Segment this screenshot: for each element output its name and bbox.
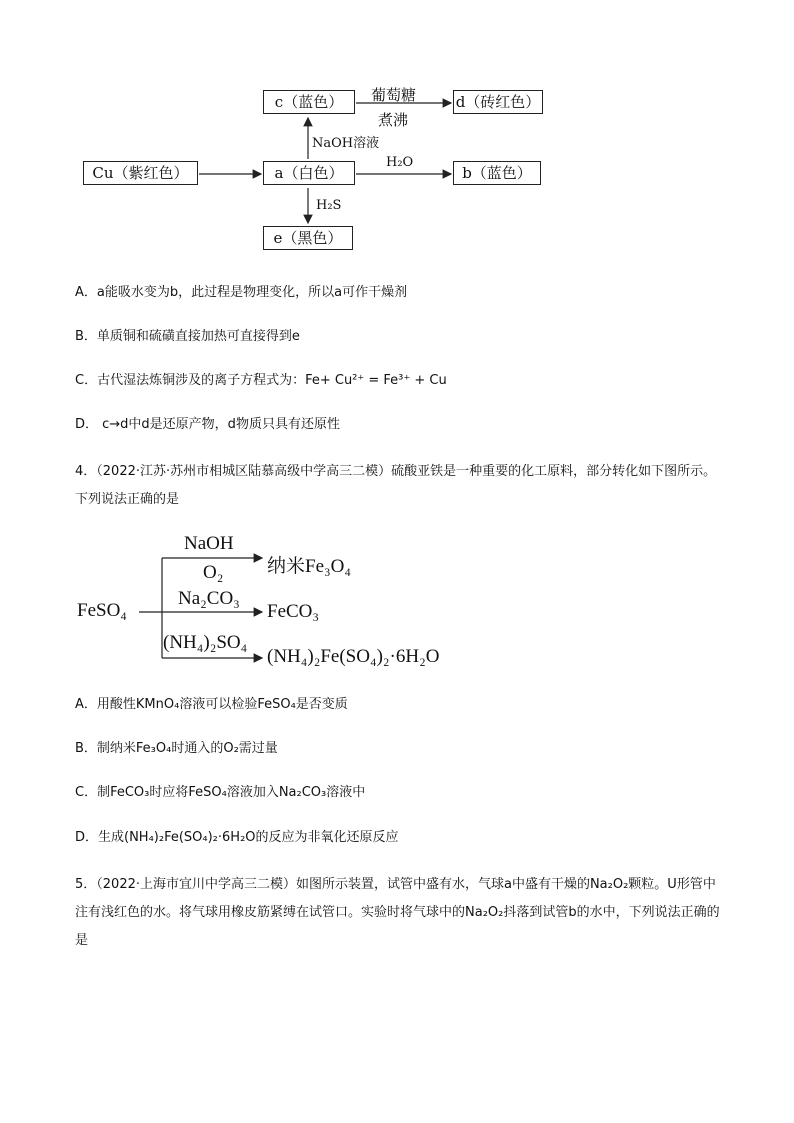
label-h2s: H₂S <box>316 198 342 213</box>
label-water: H₂O <box>386 155 414 170</box>
box-d: d（砖红色） <box>453 90 543 114</box>
q3-option-b: B．单质铜和硫磺直接加热可直接得到e <box>75 329 300 344</box>
box-c: c（蓝色） <box>263 90 355 114</box>
label-nh4-2so4: (NH₄)₂SO₄ <box>163 632 248 653</box>
q3-option-d: D． c→d中d是还原产物，d物质只具有还原性 <box>75 417 340 432</box>
label-o2: O₂ <box>203 562 224 583</box>
label-nano-fe3o4: 纳米Fe₃O₄ <box>267 556 351 577</box>
label-glucose: 葡萄糖 <box>371 86 417 104</box>
box-e: e（黑色） <box>263 226 353 250</box>
label-feco3: FeCO₃ <box>267 601 320 622</box>
label-naoh-solution: NaOH溶液 <box>312 136 380 151</box>
q4-option-a: A．用酸性KMnO₄溶液可以检验FeSO₄是否变质 <box>75 697 348 712</box>
q3-option-c: C．古代湿法炼铜涉及的离子方程式为：Fe+ Cu²⁺ = Fe³⁺ + Cu <box>75 373 447 388</box>
label-feso4: FeSO₄ <box>77 600 127 621</box>
q5-stem: 5．（2022·上海市宜川中学高三二模）如图所示装置，试管中盛有水，气球a中盛有干燥的Na₂O₂颗粒。U形管中注有浅红色的水。将气球用橡皮筋紧缚在试管口。实验时将气球中的Na₂O₂抖落到试管b的水中，下列说法正确的是 <box>75 877 720 948</box>
q4-option-d: D．生成(NH₄)₂Fe(SO₄)₂·6H₂O的反应为非氧化还原反应 <box>75 830 399 845</box>
box-cu: Cu（紫红色） <box>83 161 198 185</box>
label-naoh: NaOH <box>184 533 234 554</box>
label-boil: 煮沸 <box>378 111 409 129</box>
label-mohr-salt: (NH₄)₂Fe(SO₄)₂·6H₂O <box>267 646 440 667</box>
box-a: a（白色） <box>263 161 355 185</box>
box-b: b（蓝色） <box>453 161 541 185</box>
label-na2co3: Na₂CO₃ <box>178 588 240 609</box>
q4-stem: 4．（2022·江苏·苏州市相城区陆慕高级中学高三二模）硫酸亚铁是一种重要的化工原料，部分转化如下图所示。下列说法正确的是 <box>75 464 717 507</box>
q3-option-a: A．a能吸水变为b，此过程是物理变化，所以a可作干燥剂 <box>75 285 408 300</box>
q4-option-c: C．制FeCO₃时应将FeSO₄溶液加入Na₂CO₃溶液中 <box>75 785 366 800</box>
q4-option-b: B．制纳米Fe₃O₄时通入的O₂需过量 <box>75 741 278 756</box>
